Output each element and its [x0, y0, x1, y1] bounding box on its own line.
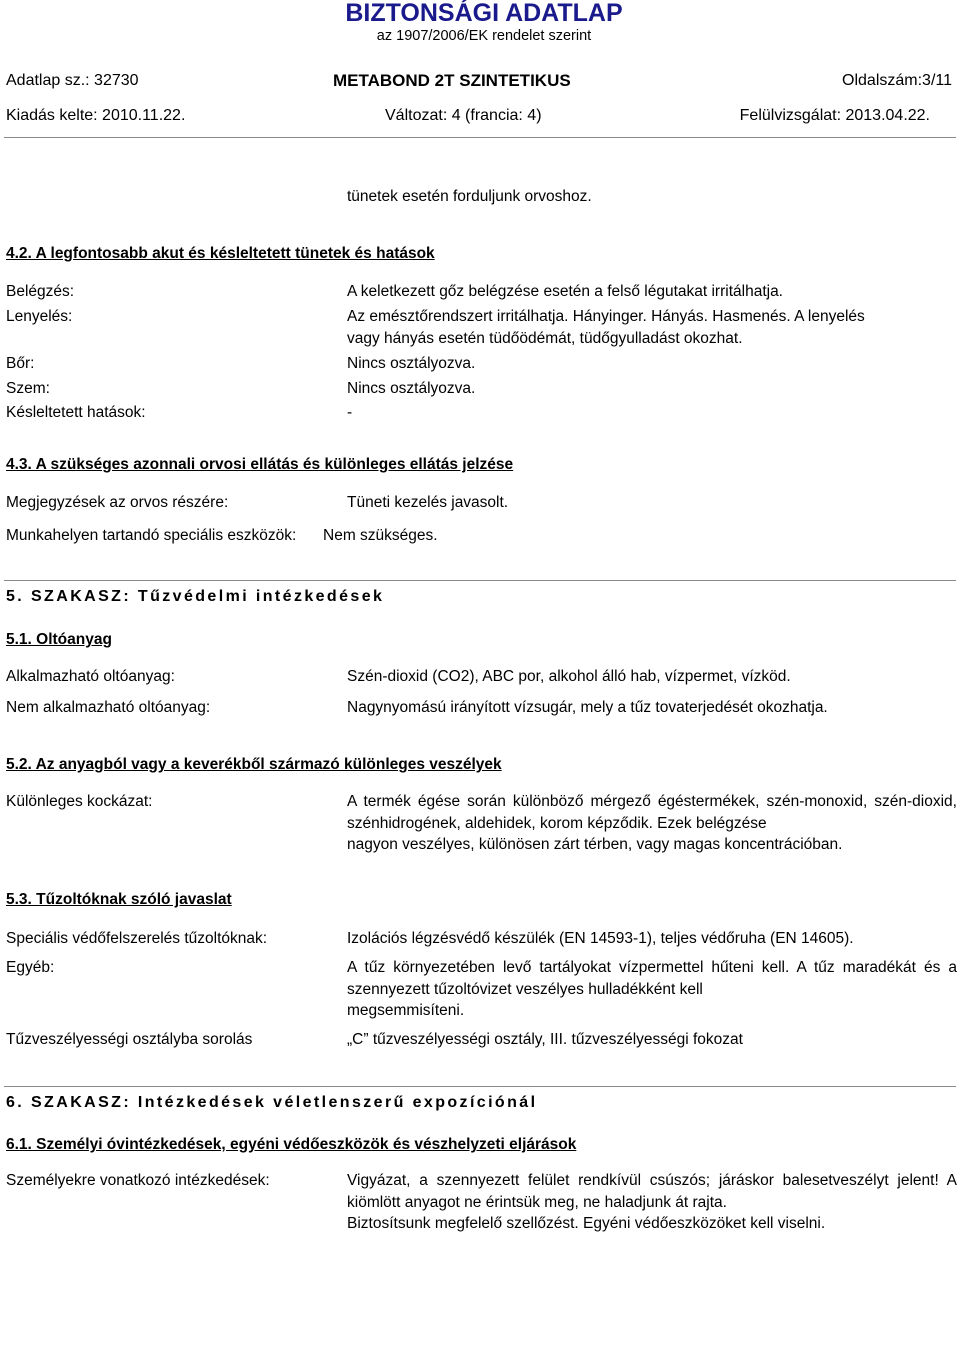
section-6-heading: 6. SZAKASZ: Intézkedések véletlenszerű expozíciónál: [6, 1094, 538, 1111]
section-5-1-heading: 5.1. Oltóanyag: [6, 631, 112, 648]
row-label-eye: Szem:: [6, 380, 50, 397]
row-value-workplace: Nem szükséges.: [323, 527, 438, 544]
document-subtitle: az 1907/2006/EK rendelet szerint: [376, 28, 592, 44]
personal-measures-line-1: Vigyázat, a szennyezett felület rendkívül csúszós; járáskor balesetveszélyt: [347, 1172, 889, 1189]
issue-date: Kiadás kelte: 2010.11.22.: [6, 107, 186, 124]
document-title: BIZTONSÁGI ADATLAP: [345, 0, 623, 27]
section-5-divider: [4, 580, 956, 581]
row-value-physician: Tüneti kezelés javasolt.: [347, 494, 509, 511]
row-label-inhalation: Belégzés:: [6, 283, 75, 300]
row-label-suitable-media: Alkalmazható oltóanyag:: [6, 668, 175, 685]
row-label-workplace: Munkahelyen tartandó speciális eszközök:: [6, 527, 297, 544]
product-name: METABOND 2T SZINTETIKUS: [333, 71, 571, 90]
sheet-number: Adatlap sz.: 32730: [6, 72, 139, 89]
row-value-eye: Nincs osztályozva.: [347, 380, 476, 397]
row-value-fire-class: „C” tűzveszélyességi osztály, III. tűzveszélyességi fokozat: [347, 1031, 743, 1048]
special-hazard-line-2: szén-dioxid, szénhidrogének, aldehidek, korom képződik. Ezek belégzése: [347, 793, 957, 832]
row-label-special-hazard: Különleges kockázat:: [6, 793, 153, 810]
row-label-ingestion: Lenyelés:: [6, 308, 73, 325]
row-value-skin: Nincs osztályozva.: [347, 355, 476, 372]
row-label-delayed: Késleltetett hatások:: [6, 404, 146, 421]
section-5-3-heading: 5.3. Tűzoltóknak szóló javaslat: [6, 891, 232, 908]
row-label-fire-class: Tűzveszélyességi osztályba sorolás: [6, 1031, 253, 1048]
row-value-firefighter-ppe: Izolációs légzésvédő készülék (EN 14593-1), teljes védőruha (EN 14605).: [347, 930, 854, 947]
personal-measures-text: [347, 1170, 957, 1256]
row-value-ingestion: Az emésztőrendszert irritálhatja. Hányinger. Hányás. Hasmenés. A lenyelés: [347, 308, 865, 325]
header-divider: [4, 137, 956, 138]
special-hazard-line-3: nagyon veszélyes, különösen zárt térben, vagy magas koncentrációban.: [347, 836, 843, 853]
section-4-2-heading: 4.2. A legfontosabb akut és késleltetett tünetek és hatások: [6, 245, 435, 262]
other-line-3: megsemmisíteni.: [347, 1002, 465, 1019]
personal-measures-line-3: Biztosítsunk megfelelő szellőzést. Egyéni védőeszközöket kell viselni.: [347, 1215, 826, 1232]
revision-date: Felülvizsgálat: 2013.04.22.: [739, 107, 930, 124]
section-5-2-heading: 5.2. Az anyagból vagy a keverékből származó különleges veszélyek: [6, 756, 502, 773]
personal-measures-line-2: jelent! A kiömlött anyagot ne érintsük meg, ne haladjunk át rajta.: [347, 1172, 958, 1211]
section-6-1-heading: 6.1. Személyi óvintézkedések, egyéni védőeszközök és vészhelyzeti eljárások: [6, 1136, 577, 1153]
row-value-suitable-media: Szén-dioxid (CO2), ABC por, alkohol álló hab, vízpermet, vízköd.: [347, 668, 791, 685]
other-line-2: maradékát és a szennyezett tűzoltóvizet veszélyes hulladékként kell: [347, 959, 958, 998]
section-5-heading: 5. SZAKASZ: Tűzvédelmi intézkedések: [6, 588, 385, 605]
row-value-unsuitable-media: Nagynyomású irányított vízsugár, mely a tűz tovaterjedését okozhatja.: [347, 699, 828, 716]
row-value-inhalation: A keletkezett gőz belégzése esetén a felső légutakat irritálhatja.: [347, 283, 783, 300]
row-label-unsuitable-media: Nem alkalmazható oltóanyag:: [6, 699, 211, 716]
other-line-1: A tűz környezetében levő tartályokat vízpermettel hűteni kell. A tűz: [347, 959, 835, 976]
row-label-physician: Megjegyzések az orvos részére:: [6, 494, 229, 511]
row-label-personal-measures: Személyekre vonatkozó intézkedések:: [6, 1172, 270, 1189]
row-value-delayed: -: [347, 404, 353, 421]
row-value-ingestion-cont: vagy hányás esetén tüdőödémát, tüdőgyulladást okozhat.: [347, 330, 743, 347]
special-hazard-text: [347, 791, 957, 877]
page-number: Oldalszám:3/11: [842, 72, 952, 89]
section-6-divider: [4, 1086, 956, 1087]
row-label-skin: Bőr:: [6, 355, 35, 372]
row-label-other: Egyéb:: [6, 959, 55, 976]
row-label-firefighter-ppe: Speciális védőfelszerelés tűzoltóknak:: [6, 930, 268, 947]
carryover-text: tünetek esetén forduljunk orvoshoz.: [347, 188, 592, 205]
special-hazard-line-1: A termék égése során különböző mérgező égéstermékek, szén-monoxid,: [347, 793, 868, 810]
section-4-3-heading: 4.3. A szükséges azonnali orvosi ellátás és különleges ellátás jelzése: [6, 456, 514, 473]
version: Változat: 4 (francia: 4): [385, 107, 542, 124]
